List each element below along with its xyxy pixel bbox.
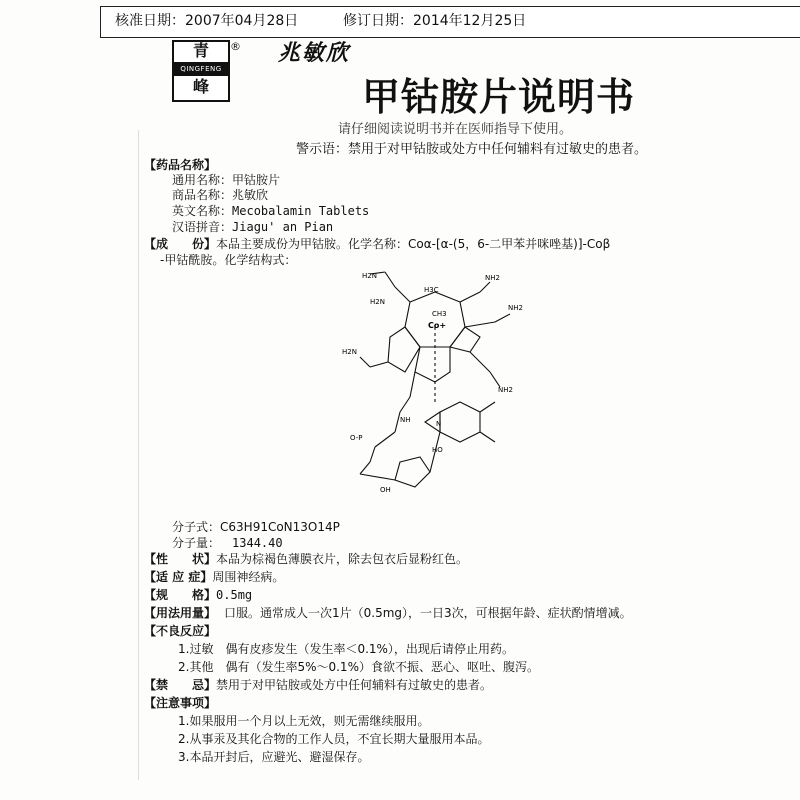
pinyin-label: 汉语拼音： [172, 220, 233, 234]
formula-row [172, 518, 340, 535]
molecular-formula: C63H91CoN13O14P [220, 520, 340, 534]
pinyin-row [172, 218, 333, 235]
date-header-bar [100, 6, 800, 38]
english-name: Mecobalamin Tablets [232, 204, 370, 218]
label-o-p: O-P [350, 434, 363, 442]
logo-middle-text: QINGFENG [174, 62, 228, 76]
adverse-item-1: 1.过敏 偶有皮疹发生（发生率＜0.1%），出现后请停止用药。 [178, 642, 514, 656]
qingfeng-logo [172, 40, 230, 102]
contraindication-row [144, 676, 492, 693]
indication-section-label: 【适 应 症】 [144, 570, 213, 584]
label-h2n-2: H2N [342, 348, 357, 356]
label-h2n-3: H2N [370, 298, 385, 306]
adverse-section-label: 【不良反应】 [144, 624, 217, 638]
margin-line [138, 130, 139, 780]
pinyin: Jiagu' an Pian [232, 220, 334, 234]
contraindication-section-label: 【禁 忌】 [144, 678, 217, 692]
warning-statement: 警示语：禁用于对甲钴胺或处方中任何辅料有过敏史的患者。 [296, 142, 648, 157]
subtitle: 请仔细阅读说明书并在医师指导下使用。 [338, 122, 573, 137]
label-nh2-1: NH2 [485, 274, 500, 282]
description-text: 本品为棕褐色薄膜衣片，除去包衣后显粉红色。 [216, 552, 469, 566]
label-nh2-2: NH2 [508, 304, 523, 312]
logo-top-char: 青 [192, 41, 209, 60]
precaution-item-3: 3.本品开封后，应避光、避湿保存。 [178, 750, 370, 764]
contraindication-text: 禁用于对甲钴胺或处方中任何辅料有过敏史的患者。 [216, 678, 493, 692]
precaution-item-2: 2.从事汞及其化合物的工作人员，不宜长期大量服用本品。 [178, 732, 490, 746]
english-name-label: 英文名称： [172, 204, 233, 218]
revision-date: 修订日期：2014年12月25日 [343, 13, 527, 29]
logo-bottom-char: 峰 [192, 77, 209, 96]
label-nh: NH [400, 416, 411, 424]
description-row [144, 550, 468, 567]
indication-text: 周围神经病。 [212, 570, 285, 584]
chemical-structure-diagram [340, 252, 540, 502]
description-section-label: 【性 状】 [144, 552, 217, 566]
label-cobalt: Co+ [428, 321, 447, 330]
label-nh2-3: NH2 [498, 386, 513, 394]
specification-section-label: 【规 格】 [144, 588, 217, 602]
composition-row [144, 235, 610, 252]
dosage-row [144, 604, 632, 621]
specification-text: 0.5mg [216, 588, 253, 602]
dosage-text: 口服。通常成人一次1片（0.5mg），一日3次，可根据年龄、症状酌情增减。 [224, 606, 632, 620]
generic-name: 通用名称：甲钴胺片 [172, 173, 281, 187]
label-oh: OH [380, 486, 391, 494]
document-title: 甲钴胺片说明书 [362, 74, 636, 119]
precaution-item-1: 1.如果服用一个月以上无效，则无需继续服用。 [178, 714, 430, 728]
precautions-section-label: 【注意事项】 [144, 696, 217, 710]
molecular-weight: 1344.40 [232, 536, 283, 550]
label-n: N [436, 420, 442, 428]
label-ho: HO [432, 446, 443, 454]
english-name-row [172, 202, 369, 219]
label-h2n-1: H2N [362, 272, 377, 280]
composition-line2: -甲钴酰胺。化学结构式： [160, 253, 297, 267]
approval-date: 核准日期：2007年04月28日 [115, 13, 299, 29]
formula-label: 分子式： [172, 520, 221, 534]
composition-section-label: 【成 份】 [144, 237, 217, 251]
adverse-item-2: 2.其他 偶有（发生率5%～0.1%）食欲不振、恶心、呕吐、腹泻。 [178, 660, 539, 674]
mw-label: 分子量： [172, 536, 221, 550]
specification-row [144, 586, 252, 603]
indication-row [144, 568, 284, 585]
mw-row [172, 534, 283, 551]
composition-line1: 本品主要成份为甲钴胺。化学名称：Coα-[α-(5，6-二甲苯并咪唑基)]-Coβ [216, 237, 611, 251]
dosage-section-label: 【用法用量】 [144, 606, 217, 620]
label-ch3: CH3 [432, 310, 447, 318]
brand-name: 兆敏欣 [278, 40, 351, 66]
trade-name: 商品名称：兆敏欣 [172, 188, 269, 202]
registered-mark: ® [230, 40, 241, 53]
label-h3c: H3C [424, 286, 439, 294]
drug-name-section-label: 【药品名称】 [144, 158, 217, 172]
